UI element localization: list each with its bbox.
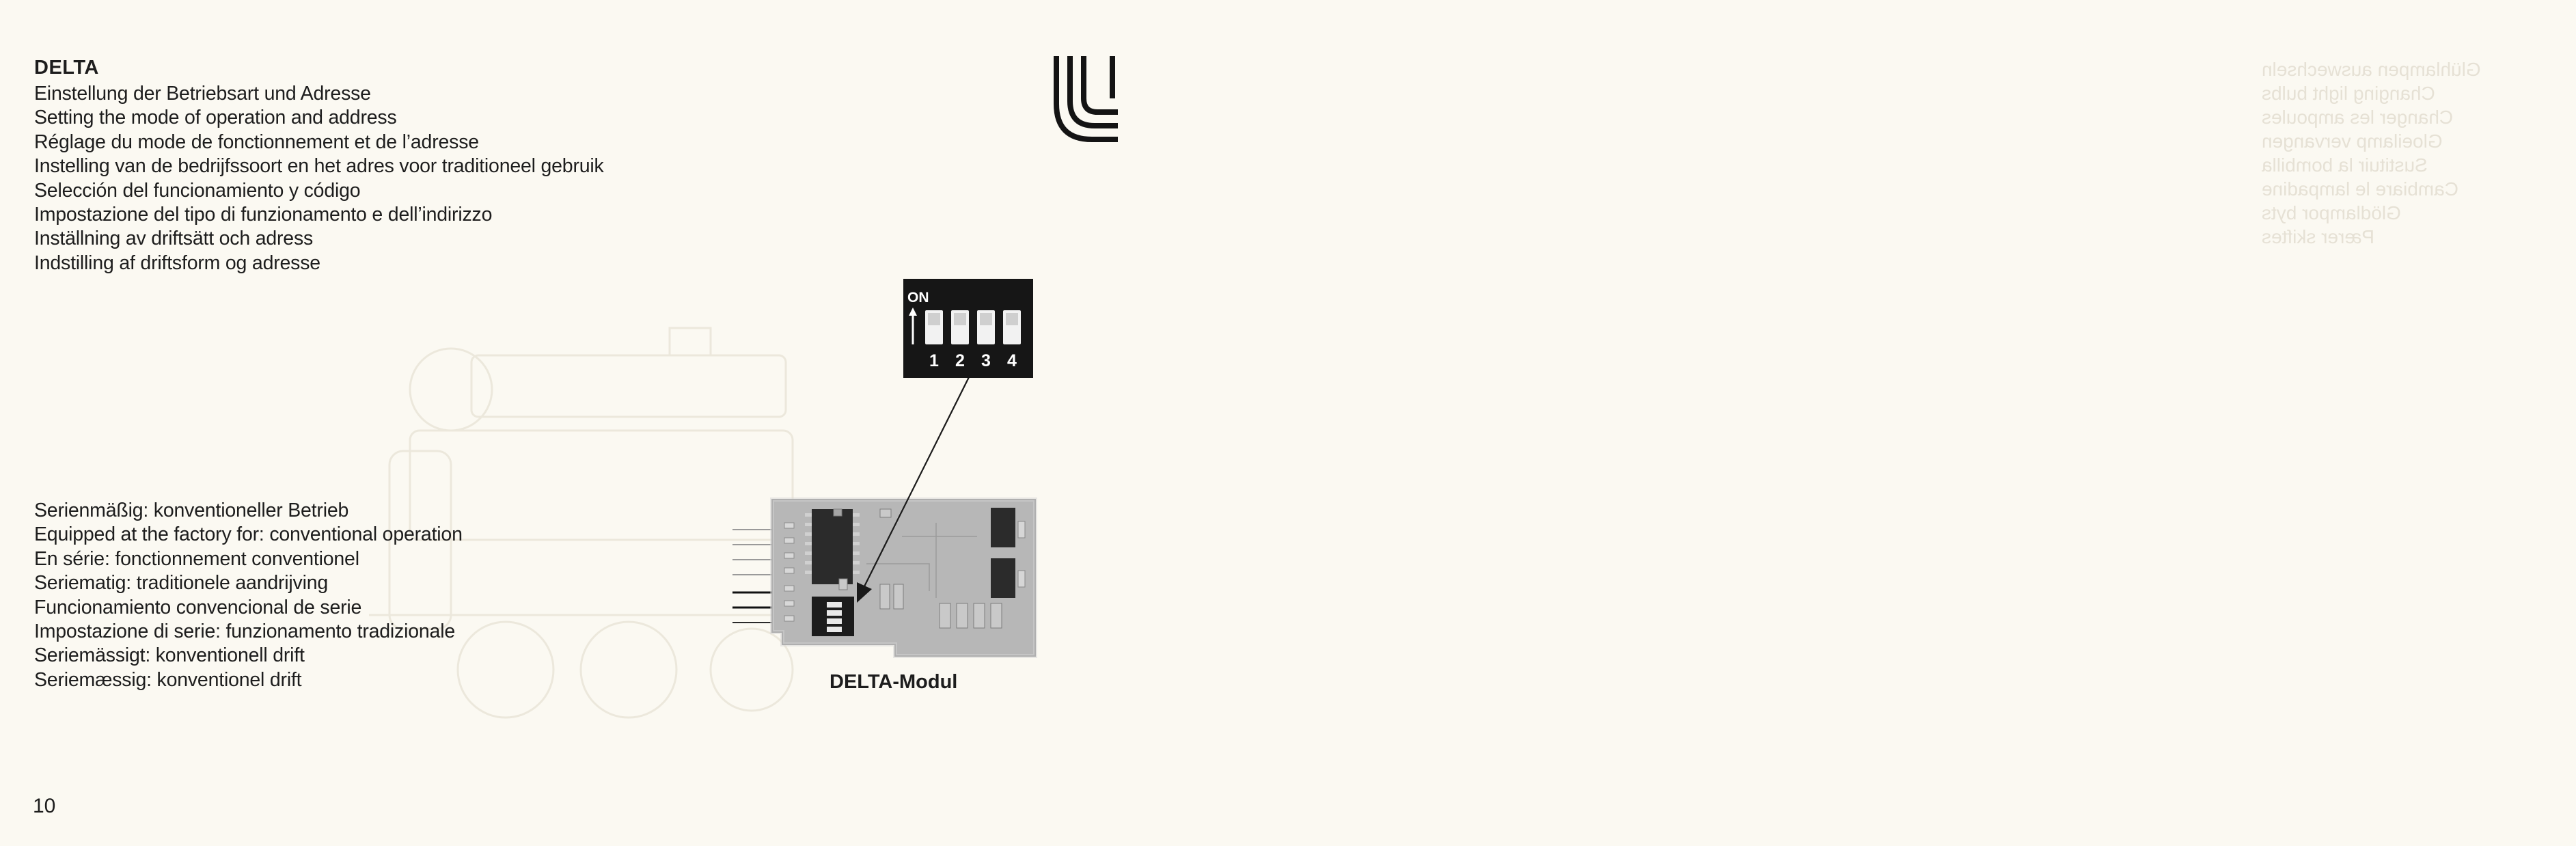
- arrow-up-icon: [907, 308, 918, 344]
- setting-line: Indstilling af driftsform og adresse: [34, 251, 320, 274]
- dip-number: 2: [955, 351, 965, 370]
- setting-line: Setting the mode of operation and address: [34, 107, 397, 129]
- module-caption: DELTA-Modul: [830, 671, 958, 693]
- connector-wires: [732, 530, 772, 623]
- right-chip-bottom: [991, 558, 1015, 598]
- dip-switch-closeup: [903, 279, 1033, 378]
- factory-line: Seriemæssig: konventionel drift: [34, 668, 302, 691]
- factory-line: Impostazione di serie: funzionamento tradizionale: [34, 620, 455, 643]
- brand-logo: [1052, 56, 1118, 145]
- factory-line: Funcionamiento convencional de serie: [34, 596, 362, 618]
- show-through-line: Changing light bulbs: [2262, 83, 2435, 104]
- show-through-line: Glödlampor byts: [2262, 202, 2401, 223]
- show-through-line: Pærer skiftes: [2262, 226, 2374, 247]
- show-through-text: [2262, 57, 2576, 249]
- setting-line: Inställning av driftsätt och adress: [34, 228, 314, 250]
- setting-line: Selección del funcionamiento y código: [34, 179, 361, 202]
- factory-line: Serienmäßig: konventioneller Betrieb: [34, 500, 349, 521]
- setting-instructions: [34, 82, 604, 275]
- page-number: 10: [33, 795, 56, 817]
- factory-line: Seriemässigt: konventionell drift: [34, 644, 305, 667]
- pointer-arrow: [847, 369, 984, 615]
- setting-line: Einstellung der Betriebsart und Adresse: [34, 83, 371, 105]
- dip-lever: [951, 310, 969, 344]
- factory-line: En série: fonctionnement conventionel: [34, 547, 359, 570]
- dip-lever: [977, 310, 995, 344]
- right-chip-top: [991, 508, 1015, 547]
- dip-lever: [925, 310, 943, 344]
- section-title: DELTA: [34, 57, 99, 79]
- factory-line: Equipped at the factory for: conventional operation: [34, 523, 463, 546]
- show-through-line: Changer les ampoules: [2262, 107, 2454, 128]
- show-through-line: Sustituir la bombilla: [2262, 154, 2428, 176]
- show-through-line: Glühlampen auswechseln: [2262, 59, 2481, 80]
- show-through-line: Cambiare le lampadine: [2262, 178, 2458, 200]
- setting-line: Instelling van de bedrijfssoort en het adres voor traditioneel gebruik: [34, 155, 604, 178]
- dip-number: 1: [929, 351, 939, 370]
- setting-line: Impostazione del tipo di funzionamento e dell’indirizzo: [34, 204, 493, 226]
- dip-number: 4: [1007, 351, 1017, 370]
- dip-number: 3: [981, 351, 991, 370]
- factory-line: Seriematig: traditionele aandrijving: [34, 572, 329, 595]
- factory-setting-notes: [34, 499, 463, 692]
- dip-lever: [1003, 310, 1021, 344]
- show-through-line: Gloeilamp vervangen: [2262, 131, 2443, 152]
- setting-line: Réglage du mode de fonctionnement et de l’adresse: [34, 131, 479, 153]
- on-label: ON: [907, 290, 929, 305]
